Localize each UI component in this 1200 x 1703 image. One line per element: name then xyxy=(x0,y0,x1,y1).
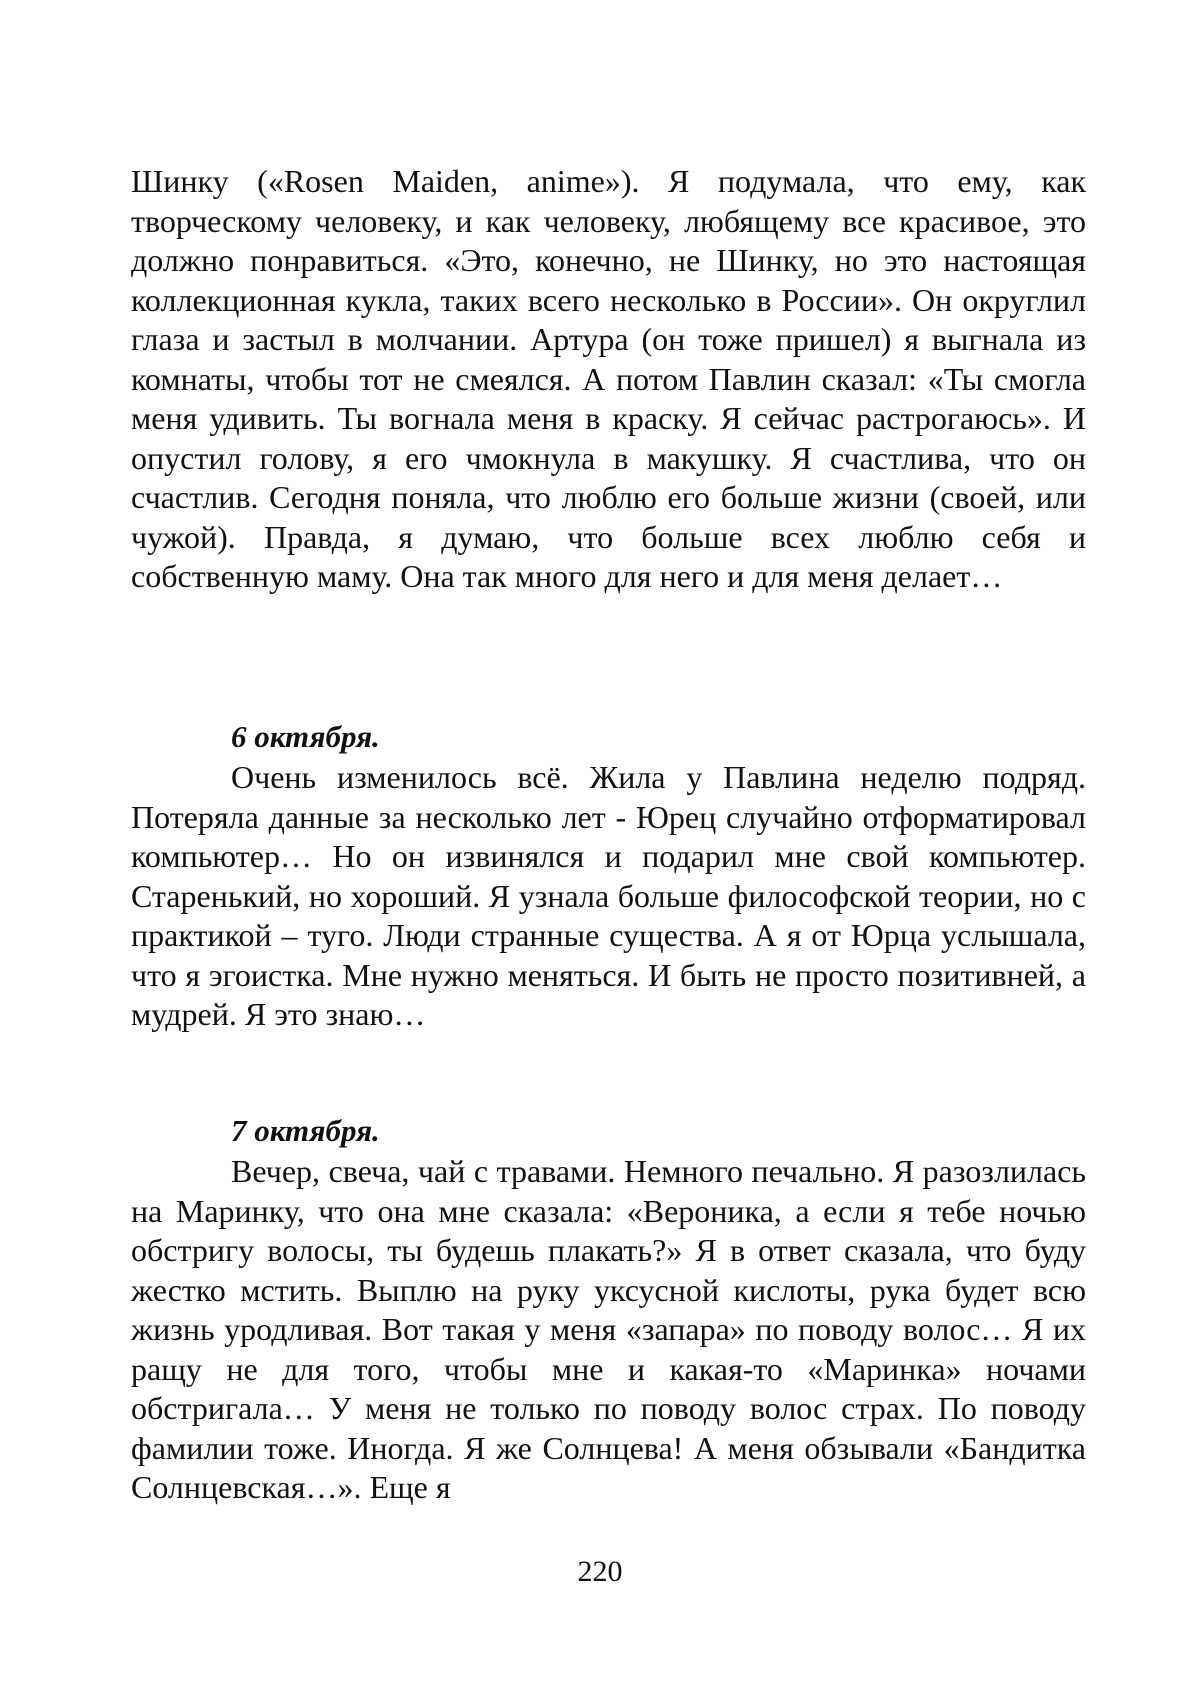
diary-entry xyxy=(131,718,1086,1035)
diary-entry xyxy=(131,1112,1086,1508)
entry-date-heading: 6 октября. xyxy=(231,719,380,754)
continuation-paragraph: Шинку («Rosen Maiden, anime»). Я подумала, что ему, как творческому человеку, и как человеку, любящему все красивое, это должно понравиться. «Это, конечно, не Шинку, но это настоящая коллекционная кукла, таких всего несколько в России». Он округлил глаза и застыл в молчании. Артура (он тоже пришел) я выгнала из комнаты, чтобы тот не смеялся. А потом Павлин сказал: «Ты смогла меня удивить. Ты вогнала меня в краску. Я сейчас растрогаюсь». И опустил голову, я его чмокнула в макушку. Я счастлива, что он счастлив. Сегодня поняла, что люблю его больше жизни (своей, или чужой). Правда, я думаю, что больше всех люблю себя и собственную маму. Она так много для него и для меня делает… xyxy=(131,163,1086,594)
entry-date-heading: 7 октября. xyxy=(231,1113,380,1148)
page-number: 220 xyxy=(577,1555,623,1588)
entry-text: Вечер, свеча, чай с травами. Немного печально. Я разозлилась на Маринку, что она мне сказала: «Вероника, а если я тебе ночью обстригу волосы, ты будешь плакать?» Я в ответ сказала, что буду жестко мстить. Выплю на руку уксусной кислоты, рука будет всю жизнь уродливая. Вот такая у меня «запара» по поводу волос… Я их ращу не для того, чтобы мне и какая-то «Маринка» ночами обстригала… У меня не только по поводу волос страх. По поводу фамилии тоже. Иногда. Я же Солнцева! А меня обзывали «Бандитка Солнцевская…». Еще я xyxy=(131,1153,1086,1505)
entry-text: Очень изменилось всё. Жила у Павлина неделю подряд. Потеряла данные за несколько лет - Юрец случайно отформатировал компьютер… Но он извинялся и подарил мне свой компьютер. Старенький, но хороший. Я узнала больше философской теории, но с практикой – туго. Люди странные существа. А я от Юрца услышала, что я эгоистка. Мне нужно меняться. И быть не просто позитивней, а мудрей. Я это знаю… xyxy=(131,759,1086,1032)
